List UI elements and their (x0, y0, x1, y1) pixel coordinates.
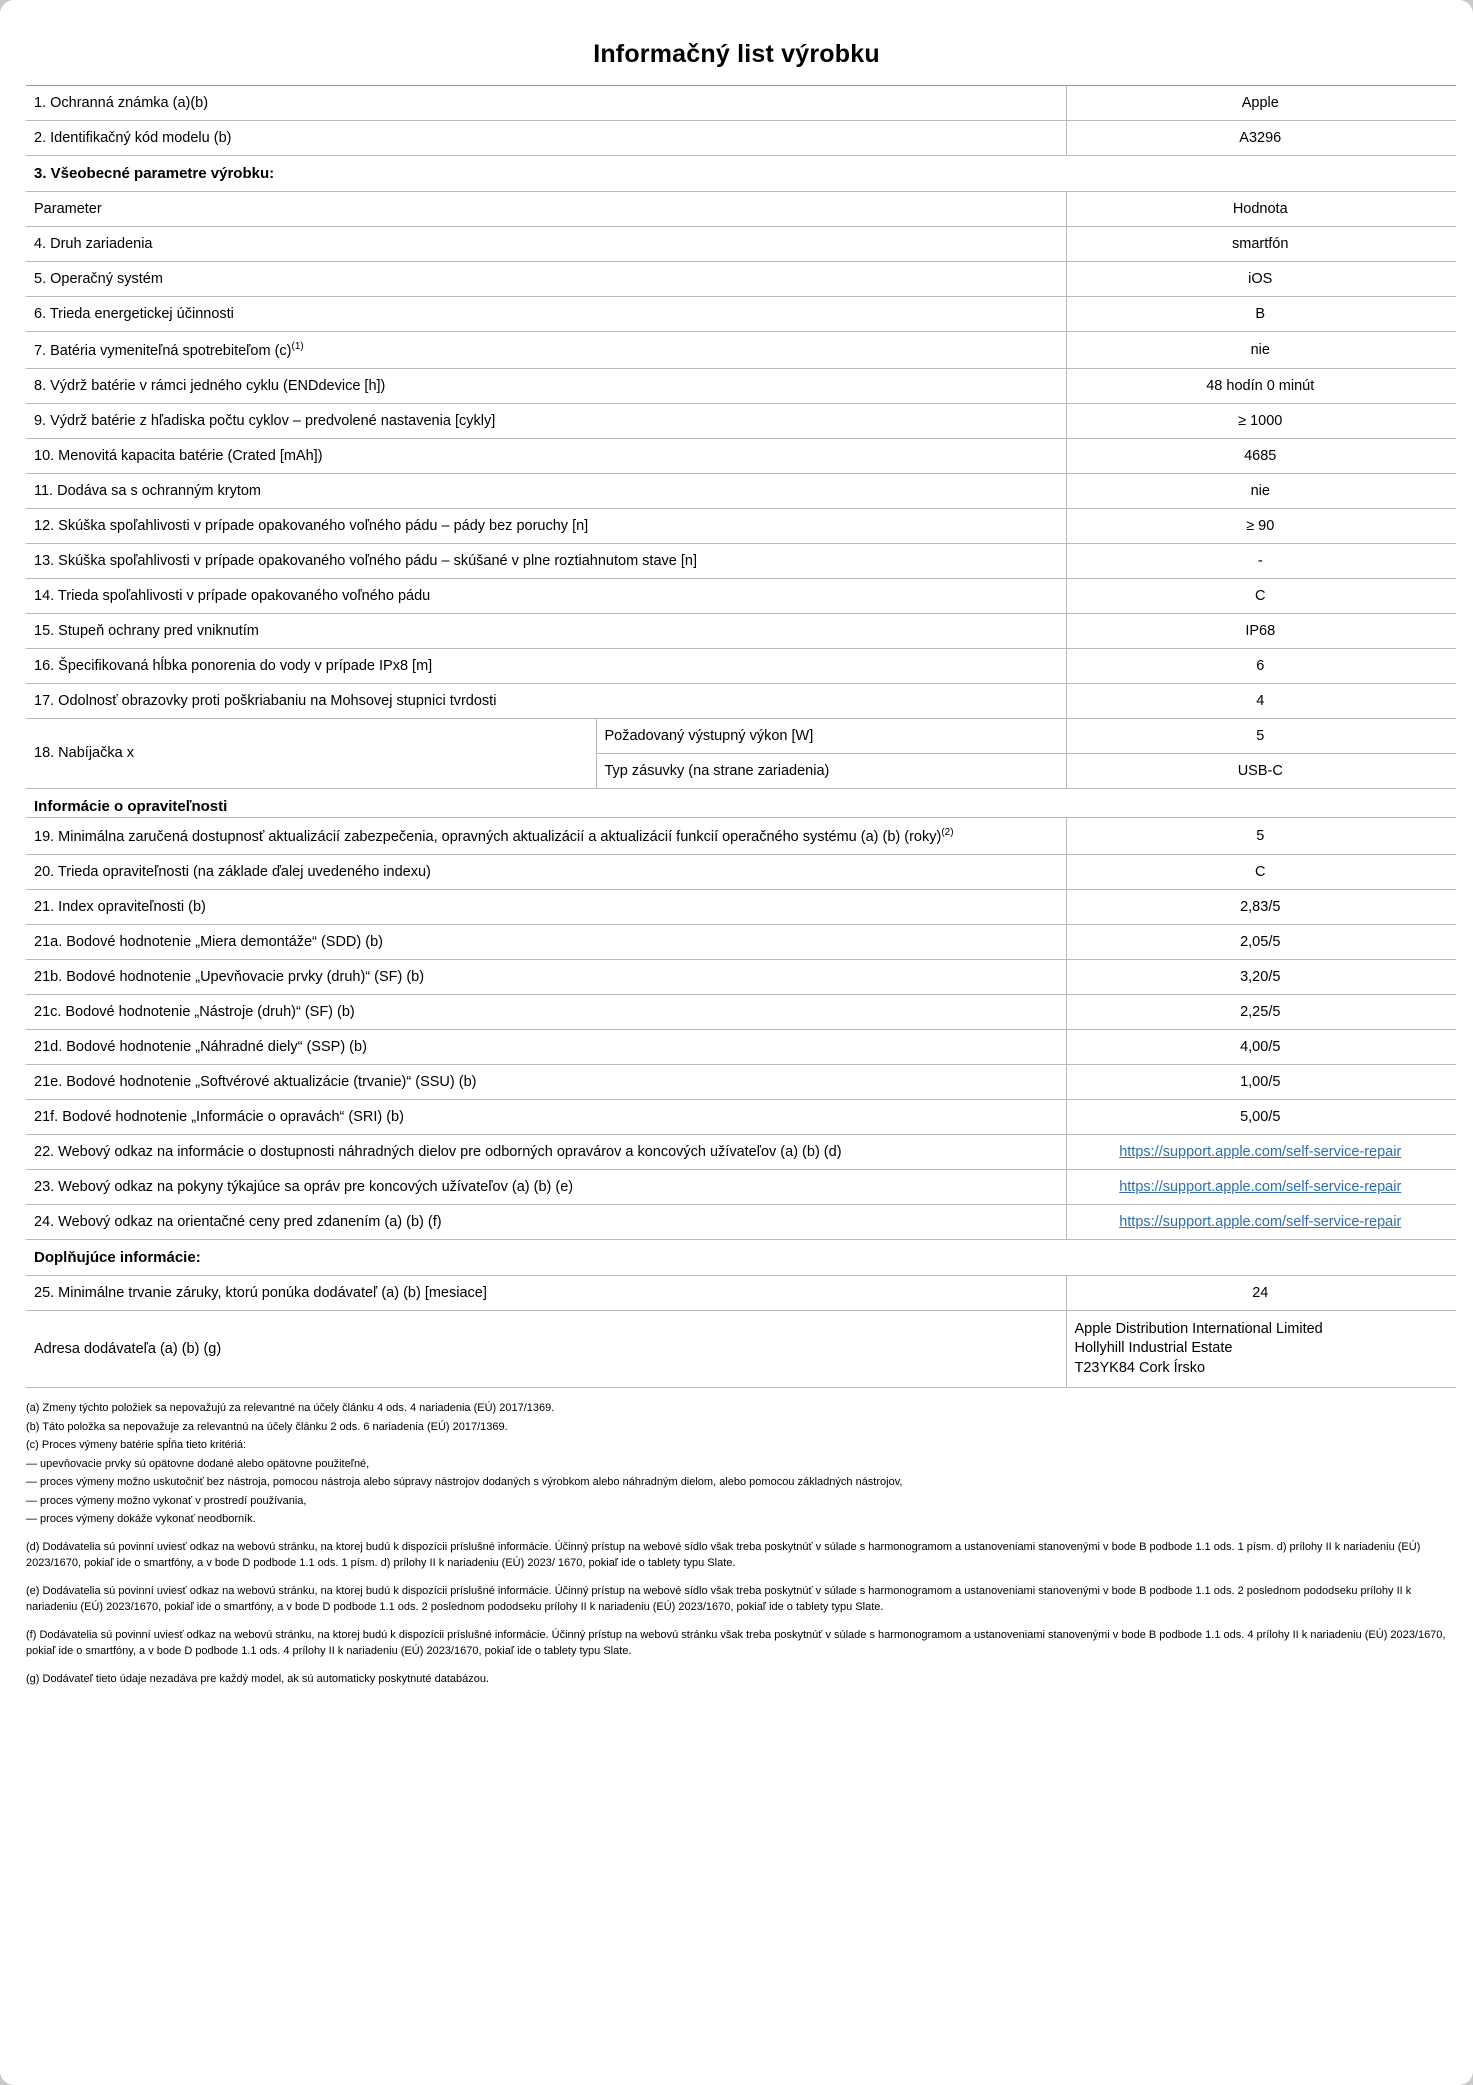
row-label-text: 7. Batéria vymeniteľná spotrebiteľom (c) (34, 342, 292, 359)
footnote: — proces výmeny možno uskutočniť bez nástroja, pomocou nástroja alebo súpravy nástrojov dodaných s výrobkom alebo náhradným dielom, alebo pomocou základných nástrojov, (26, 1476, 903, 1489)
row-label: 13. Skúška spoľahlivosti v prípade opakovaného voľného pádu – skúšané v plne roztiahnutom stave [n] (26, 543, 1066, 578)
section-header-additional (26, 1239, 1456, 1275)
row-value: A3296 (1066, 121, 1456, 156)
row-label (26, 817, 1066, 854)
footnotes (26, 1400, 1447, 1687)
table-row (26, 508, 1456, 543)
supplier-address-value (1066, 1310, 1456, 1388)
row-label (26, 332, 1066, 369)
row-label: 4. Druh zariadenia (26, 227, 1066, 262)
footnote: — proces výmeny možno vykonať v prostredí používania, (26, 1494, 307, 1507)
row-label: 9. Výdrž batérie z hľadiska počtu cyklov – predvolené nastavenia [cykly] (26, 403, 1066, 438)
table-row (26, 854, 1456, 889)
row-value: 2,25/5 (1066, 994, 1456, 1029)
table-row (26, 332, 1456, 369)
table-row (26, 86, 1456, 121)
row-label: 2. Identifikačný kód modelu (b) (26, 121, 1066, 156)
column-header-parameter: Parameter (26, 192, 1066, 227)
row-label-superscript: (1) (291, 341, 304, 352)
row-value: ≥ 1000 (1066, 403, 1456, 438)
footnote: (a) Zmeny týchto položiek sa nepovažujú za relevantné na účely článku 4 ods. 4 nariadenia (EÚ) 2017/1369. (26, 1402, 555, 1415)
row-label: 23. Webový odkaz na pokyny týkajúce sa opráv pre koncových užívateľov (a) (b) (e) (26, 1169, 1066, 1204)
table-row (26, 1275, 1456, 1310)
row-value: 2,05/5 (1066, 924, 1456, 959)
page-title: Informačný list výrobku (593, 40, 880, 68)
row-value: 2,83/5 (1066, 889, 1456, 924)
table-row (26, 1064, 1456, 1099)
row-value-link[interactable] (1066, 1134, 1456, 1169)
footnote: (f) Dodávatelia sú povinní uviesť odkaz na webovú stránku, na ktorej budú k dispozícii príslušné informácie. Účinný prístup na webovú stránku však treba poskytnúť v súlade s harmonogramom a ustanoveniami stanovenými v bode B podbode 1.1 ods. 4 prílohy II k nariadeniu (EÚ) 2023/1670, pokiaľ ide o smartfóny, a v bode D podbode 1.1 ods. 4 prílohy II k nariadeniu (EÚ) 2023/1670, pokiaľ ide o tablety typu Slate. (26, 1628, 1446, 1658)
table-row (26, 403, 1456, 438)
column-header-value: Hodnota (1066, 192, 1456, 227)
row-value: B (1066, 297, 1456, 332)
charger-sub-value: USB-C (1066, 753, 1456, 788)
section-header-general (26, 156, 1456, 192)
row-value: 5,00/5 (1066, 1099, 1456, 1134)
table-row (26, 889, 1456, 924)
column-header-row (26, 192, 1456, 227)
section-header-repair (26, 789, 1456, 818)
row-label-superscript: (2) (941, 826, 954, 838)
table-row (26, 683, 1456, 718)
table-row (26, 297, 1456, 332)
row-value: smartfón (1066, 227, 1456, 262)
table-row (26, 578, 1456, 613)
self-service-repair-link[interactable]: https://support.apple.com/self-service-repair (1119, 1213, 1402, 1230)
row-label: 21d. Bodové hodnotenie „Náhradné diely“ (SSP) (b) (26, 1029, 1066, 1064)
row-value-link[interactable] (1066, 1169, 1456, 1204)
row-label: 22. Webový odkaz na informácie o dostupnosti náhradných dielov pre odborných opravárov a koncových užívateľov (a) (b) (d) (26, 1134, 1066, 1169)
row-value: IP68 (1066, 613, 1456, 648)
row-label: 8. Výdrž batérie v rámci jedného cyklu (ENDdevice [h]) (26, 368, 1066, 403)
row-label: 5. Operačný systém (26, 262, 1066, 297)
row-value: 4 (1066, 683, 1456, 718)
row-value: 24 (1066, 1275, 1456, 1310)
table-row (26, 1169, 1456, 1204)
row-label: 21b. Bodové hodnotenie „Upevňovacie prvky (druh)“ (SF) (b) (26, 959, 1066, 994)
charger-table (26, 719, 1456, 789)
section-title: Informácie o opraviteľnosti (26, 789, 1456, 818)
repair-table (26, 789, 1456, 1389)
row-value: ≥ 90 (1066, 508, 1456, 543)
table-row (26, 817, 1456, 854)
row-value: nie (1066, 473, 1456, 508)
footnote: (b) Táto položka sa nepovažuje za relevantnú na účely článku 2 ods. 6 nariadenia (EÚ) 2017/1369. (26, 1420, 508, 1433)
row-label: 21e. Bodové hodnotenie „Softvérové aktualizácie (trvanie)“ (SSU) (b) (26, 1064, 1066, 1099)
charger-sub-label: Typ zásuvky (na strane zariadenia) (596, 753, 1066, 788)
row-label: 25. Minimálne trvanie záruky, ktorú ponúka dodávateľ (a) (b) [mesiace] (26, 1275, 1066, 1310)
row-value: 5 (1066, 817, 1456, 854)
row-label: 20. Trieda opraviteľnosti (na základe ďalej uvedeného indexu) (26, 854, 1066, 889)
row-value-link[interactable] (1066, 1204, 1456, 1239)
section-title: Doplňujúce informácie: (26, 1239, 1456, 1275)
table-row (26, 924, 1456, 959)
table-row (26, 543, 1456, 578)
row-value: - (1066, 543, 1456, 578)
footnote: — upevňovacie prvky sú opätovne dodané alebo opätovne použiteľné, (26, 1457, 370, 1470)
row-label: 21c. Bodové hodnotenie „Nástroje (druh)“ (SF) (b) (26, 994, 1066, 1029)
table-row (26, 1099, 1456, 1134)
row-value: 6 (1066, 648, 1456, 683)
row-label: 21f. Bodové hodnotenie „Informácie o opravách“ (SRI) (b) (26, 1099, 1066, 1134)
table-row (26, 648, 1456, 683)
row-label: 12. Skúška spoľahlivosti v prípade opakovaného voľného pádu – pády bez poruchy [n] (26, 508, 1066, 543)
table-row (26, 994, 1456, 1029)
row-value: 1,00/5 (1066, 1064, 1456, 1099)
footnote: (g) Dodávateľ tieto údaje nezadáva pre každý model, ak sú automaticky poskytnuté databázou. (26, 1672, 490, 1685)
row-label: 16. Špecifikovaná hĺbka ponorenia do vody v prípade IPx8 [m] (26, 648, 1066, 683)
supplier-address-line: Apple Distribution International Limited (1074, 1320, 1323, 1337)
footnote: (c) Proces výmeny batérie spĺňa tieto kritériá: (26, 1439, 247, 1452)
self-service-repair-link[interactable]: https://support.apple.com/self-service-repair (1119, 1178, 1402, 1195)
table-row (26, 1134, 1456, 1169)
footnote: — proces výmeny dokáže vykonať neodborník. (26, 1513, 256, 1526)
row-label: 17. Odolnosť obrazovky proti poškriabaniu na Mohsovej stupnici tvrdosti (26, 683, 1066, 718)
row-value: Apple (1066, 86, 1456, 121)
row-label: 1. Ochranná známka (a)(b) (26, 86, 1066, 121)
row-value: nie (1066, 332, 1456, 369)
row-value: 48 hodín 0 minút (1066, 368, 1456, 403)
table-row (26, 613, 1456, 648)
row-label: 21a. Bodové hodnotenie „Miera demontáže“ (SDD) (b) (26, 924, 1066, 959)
table-row (26, 438, 1456, 473)
row-label: 15. Stupeň ochrany pred vniknutím (26, 613, 1066, 648)
row-label-text: 19. Minimálna zaručená dostupnosť aktualizácií zabezpečenia, opravných aktualizácií a aktualizácií funkcií operačného systému (a) (b) (roky) (34, 828, 942, 845)
charger-label: 18. Nabíjačka x (26, 719, 596, 789)
row-value: 4685 (1066, 438, 1456, 473)
row-label: 10. Menovitá kapacita batérie (Crated [mAh]) (26, 438, 1066, 473)
supplier-address-line: Hollyhill Industrial Estate (1074, 1340, 1233, 1357)
self-service-repair-link[interactable]: https://support.apple.com/self-service-repair (1119, 1143, 1402, 1160)
row-value: 4,00/5 (1066, 1029, 1456, 1064)
row-value: iOS (1066, 262, 1456, 297)
row-label: 21. Index opraviteľnosti (b) (26, 889, 1066, 924)
table-row (26, 262, 1456, 297)
table-row (26, 959, 1456, 994)
product-sheet-table (26, 85, 1456, 719)
table-row (26, 1204, 1456, 1239)
supplier-address-row (26, 1310, 1456, 1388)
charger-sub-value: 5 (1066, 719, 1456, 754)
table-row (26, 1029, 1456, 1064)
charger-row-1 (26, 719, 1456, 754)
row-value: C (1066, 578, 1456, 613)
charger-sub-label: Požadovaný výstupný výkon [W] (596, 719, 1066, 754)
row-label: 11. Dodáva sa s ochranným krytom (26, 473, 1066, 508)
row-value: C (1066, 854, 1456, 889)
row-label: 24. Webový odkaz na orientačné ceny pred zdanením (a) (b) (f) (26, 1204, 1066, 1239)
supplier-address-line: T23YK84 Cork Írsko (1074, 1359, 1206, 1376)
table-row (26, 121, 1456, 156)
footnote: (d) Dodávatelia sú povinní uviesť odkaz na webovú stránku, na ktorej budú k dispozícii príslušné informácie. Účinný prístup na webové sídlo však treba poskytnúť v súlade s harmonogramom a ustanoveniami stanovenými v bode B podbode 1.1 ods. 1 písm. d) prílohy II k nariadeniu (EÚ) 2023/1670, pokiaľ ide o smartfóny, a v bode D podbode 1.1 ods. 1 písm. d) prílohy II k nariadeniu (EÚ) 2023/ 1670, pokiaľ ide o tablety typu Slate. (26, 1540, 1421, 1570)
supplier-address-label: Adresa dodávateľa (a) (b) (g) (26, 1310, 1066, 1388)
row-label: 6. Trieda energetickej účinnosti (26, 297, 1066, 332)
row-value: 3,20/5 (1066, 959, 1456, 994)
table-row (26, 368, 1456, 403)
table-row (26, 473, 1456, 508)
table-body-top (26, 86, 1456, 719)
table-row (26, 227, 1456, 262)
row-label: 14. Trieda spoľahlivosti v prípade opakovaného voľného pádu (26, 578, 1066, 613)
footnote: (e) Dodávatelia sú povinní uviesť odkaz na webovú stránku, na ktorej budú k dispozícii príslušné informácie. Účinný prístup na webové sídlo však treba poskytnúť v súlade s harmonogramom a ustanoveniami stanovenými v bode B podbode 1.1 ods. 2 poslednom pododseku prílohy II k nariadeniu (EÚ) 2023/1670, pokiaľ ide o smartfóny, a v bode D podbode 1.1 ods. 2 poslednom pododseku prílohy II k nariadeniu (EÚ) 2023/1670, pokiaľ ide o tablety typu Slate. (26, 1584, 1412, 1614)
section-title: 3. Všeobecné parametre výrobku: (26, 156, 1456, 192)
